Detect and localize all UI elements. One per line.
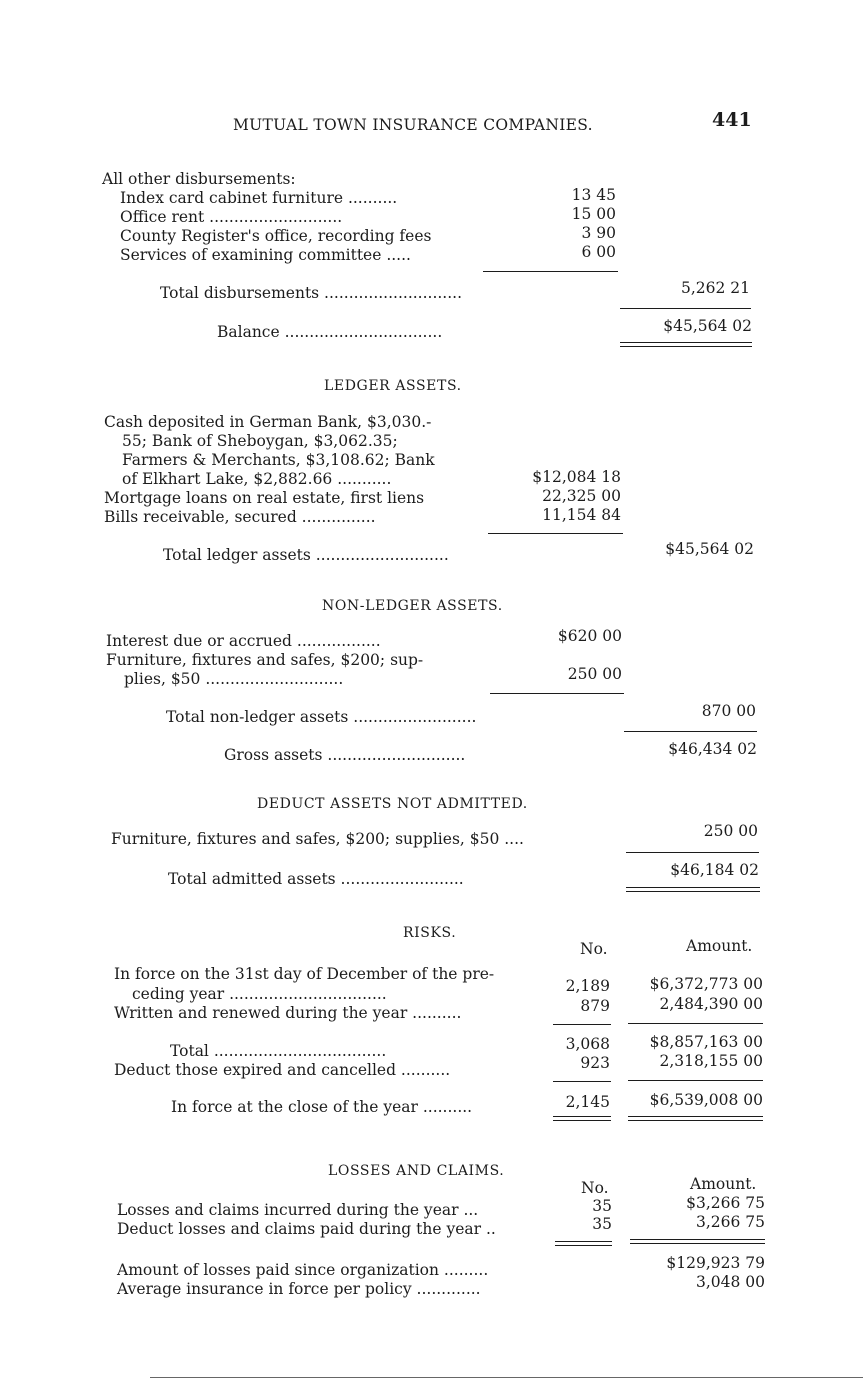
double-rule (626, 887, 760, 892)
furniture-line: Furniture, fixtures and safes, $200; sup- (106, 651, 424, 669)
incurred-label: Losses and claims incurred during the year ... (117, 1201, 479, 1219)
risks-total-amount: $8,857,163 00 (649, 1033, 763, 1051)
total-rule (626, 852, 759, 853)
col-header-no: No. (581, 1179, 609, 1197)
balance-value: $45,564 02 (663, 317, 752, 335)
furniture-line: plies, $50 ............................ (124, 670, 344, 688)
deduct-furniture-label: Furniture, fixtures and safes, $200; supplies, $50 .... (111, 830, 524, 848)
since-organization-amount: $129,923 79 (666, 1254, 765, 1272)
disbursement-item-amount: 6 00 (581, 243, 616, 261)
subtotal-rule (553, 1081, 611, 1082)
total-disbursements-value: 5,262 21 (680, 279, 750, 297)
cash-line: Cash deposited in German Bank, $3,030.- (104, 413, 432, 431)
subtotal-rule (628, 1080, 763, 1081)
expired-amount: 2,318,155 00 (659, 1052, 763, 1070)
total-rule (624, 731, 757, 732)
gross-assets-label: Gross assets ............................ (224, 746, 466, 764)
section-title-losses: LOSSES AND CLAIMS. (328, 1163, 505, 1179)
mortgage-amount: 22,325 00 (542, 487, 621, 505)
bills-amount: 11,154 84 (542, 506, 621, 524)
written-no: 879 (580, 997, 610, 1015)
paid-label: Deduct losses and claims paid during the year .. (117, 1220, 496, 1238)
section-title-deduct: DEDUCT ASSETS NOT ADMITTED. (257, 796, 528, 812)
inforce-line: ceding year ................................ (132, 985, 387, 1003)
written-label: Written and renewed during the year .......... (114, 1004, 462, 1022)
disbursement-item-label: Office rent ........................... (120, 208, 343, 226)
total-nonledger-value: 870 00 (701, 702, 756, 720)
double-rule (555, 1241, 612, 1246)
gross-assets-value: $46,434 02 (668, 740, 757, 758)
double-rule (630, 1239, 765, 1244)
interest-label: Interest due or accrued ................. (106, 632, 381, 650)
running-head: MUTUAL TOWN INSURANCE COMPANIES. (233, 116, 593, 134)
section-title-ledger: LEDGER ASSETS. (324, 378, 462, 394)
disbursement-item-amount: 15 00 (571, 205, 616, 223)
paid-amount: 3,266 75 (695, 1213, 765, 1231)
deduct-furniture-value: 250 00 (703, 822, 758, 840)
subtotal-rule (488, 533, 623, 534)
bottom-edge-line (150, 1377, 863, 1378)
risks-total-label: Total ................................... (170, 1042, 387, 1060)
col-header-amount: Amount. (686, 937, 753, 955)
close-label: In force at the close of the year .......... (171, 1098, 473, 1116)
cash-amount: $12,084 18 (532, 468, 621, 486)
written-amount: 2,484,390 00 (659, 995, 763, 1013)
disbursement-item-label: Index card cabinet furniture .......... (120, 189, 398, 207)
mortgage-label: Mortgage loans on real estate, first liens (104, 489, 425, 507)
disbursement-item-label: Services of examining committee ..... (120, 246, 411, 264)
since-organization-label: Amount of losses paid since organization ......... (117, 1261, 489, 1279)
interest-amount: $620 00 (557, 627, 622, 645)
subtotal-rule (628, 1023, 763, 1024)
double-rule (553, 1116, 611, 1121)
inforce-amount: $6,372,773 00 (649, 975, 763, 993)
expired-label: Deduct those expired and cancelled .......... (114, 1061, 451, 1079)
col-header-no: No. (580, 940, 608, 958)
admitted-assets-value: $46,184 02 (670, 861, 759, 879)
section-title-risks: RISKS. (403, 925, 457, 941)
subtotal-rule (483, 271, 618, 272)
subtotal-rule (553, 1024, 611, 1025)
double-rule (620, 342, 752, 347)
close-amount: $6,539,008 00 (649, 1091, 763, 1109)
disbursement-item-label: County Register's office, recording fees (120, 227, 432, 245)
expired-no: 923 (580, 1054, 610, 1072)
bills-label: Bills receivable, secured ............... (104, 508, 376, 526)
section-title-nonledger: NON-LEDGER ASSETS. (322, 598, 503, 614)
balance-label: Balance ................................ (217, 323, 443, 341)
double-rule (628, 1116, 763, 1121)
cash-line: Farmers & Merchants, $3,108.62; Bank (122, 451, 435, 469)
furniture-amount: 250 00 (567, 665, 622, 683)
total-nonledger-label: Total non-ledger assets ......................... (166, 708, 477, 726)
close-no: 2,145 (565, 1093, 610, 1111)
disbursement-item-amount: 13 45 (571, 186, 616, 204)
disbursements-heading: All other disbursements: (102, 170, 296, 188)
total-rule (620, 308, 751, 309)
cash-line: 55; Bank of Sheboygan, $3,062.35; (122, 432, 398, 450)
average-label: Average insurance in force per policy ............. (117, 1280, 481, 1298)
incurred-no: 35 (592, 1197, 612, 1215)
average-amount: 3,048 00 (695, 1273, 765, 1291)
total-disbursements-label: Total disbursements ............................ (160, 284, 463, 302)
disbursement-item-amount: 3 90 (581, 224, 616, 242)
paid-no: 35 (592, 1215, 612, 1233)
risks-total-no: 3,068 (565, 1035, 610, 1053)
col-header-amount: Amount. (690, 1175, 757, 1193)
page-number: 441 (712, 109, 752, 131)
admitted-assets-label: Total admitted assets ......................... (168, 870, 464, 888)
cash-line: of Elkhart Lake, $2,882.66 ........... (122, 470, 392, 488)
incurred-amount: $3,266 75 (686, 1194, 765, 1212)
inforce-no: 2,189 (565, 977, 610, 995)
inforce-line: In force on the 31st day of December of the pre- (114, 965, 495, 983)
total-ledger-label: Total ledger assets ........................... (163, 546, 449, 564)
total-ledger-value: $45,564 02 (665, 540, 754, 558)
subtotal-rule (490, 693, 624, 694)
